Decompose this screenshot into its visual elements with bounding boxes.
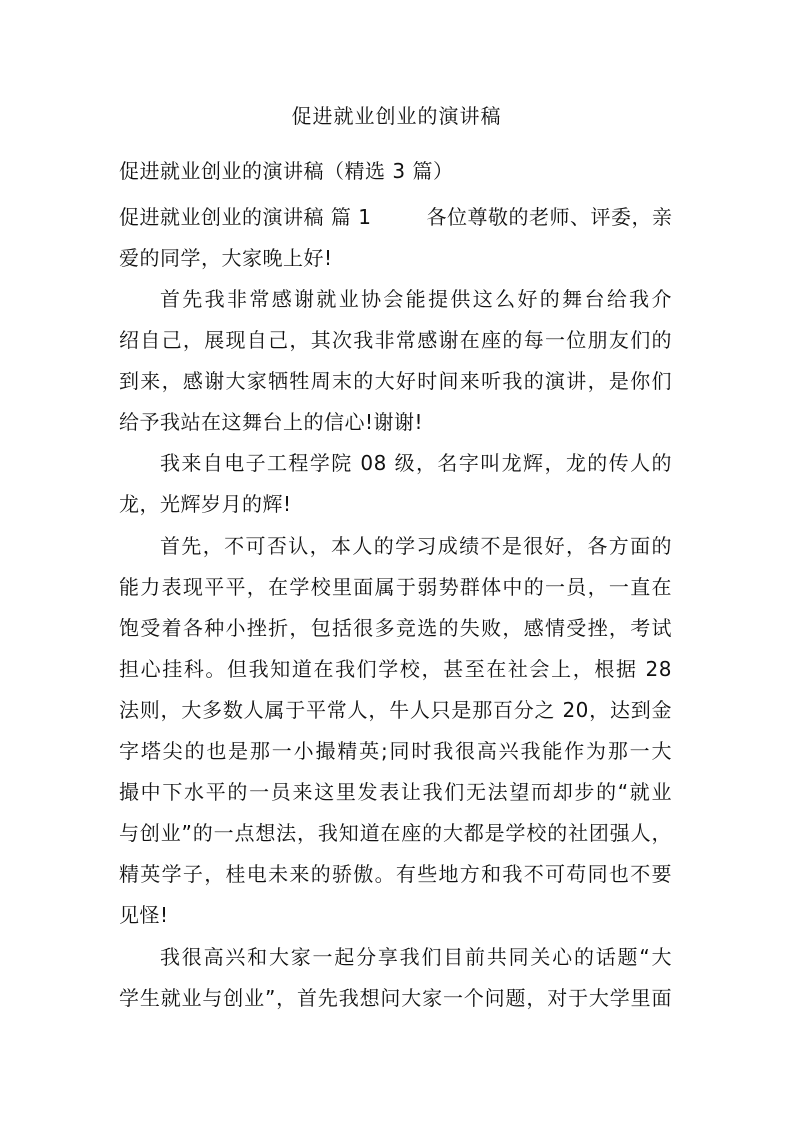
paragraph-line-20: 学生就业与创业”，首先我想问大家一个问题，对于大学里面 [119, 986, 672, 1010]
section-heading: 促进就业创业的演讲稿 篇 1 [119, 205, 372, 229]
paragraph-line-3: 首先我非常感谢就业协会能提供这么好的舞台给我介 [160, 287, 672, 311]
paragraph-line-2: 爱的同学，大家晚上好! [119, 246, 333, 270]
document-subtitle: 促进就业创业的演讲稿（精选 3 篇） [119, 159, 454, 183]
paragraph-line-7: 我来自电子工程学院 08 级，名字叫龙辉，龙的传人的 [160, 451, 672, 475]
paragraph-line-18: 见怪! [119, 903, 169, 927]
paragraph-line-19: 我很高兴和大家一起分享我们目前共同关心的话题“大 [160, 945, 672, 969]
section-heading-line [119, 203, 672, 231]
paragraph-line-6: 给予我站在这舞台上的信心!谢谢! [119, 410, 424, 434]
paragraph-line-13: 法则，大多数人属于平常人，牛人只是那百分之 20，达到金 [119, 698, 672, 722]
paragraph-line-5: 到来，感谢大家牺牲周末的大好时间来听我的演讲，是你们 [119, 369, 672, 393]
document-title: 促进就业创业的演讲稿 [291, 104, 502, 128]
paragraph-line-10: 能力表现平平，在学校里面属于弱势群体中的一员，一直在 [119, 575, 672, 599]
paragraph-line-15: 撮中下水平的一员来这里发表让我们无法望而却步的“就业 [119, 780, 672, 804]
paragraph-line-1: 各位尊敬的老师、评委，亲 [426, 205, 673, 229]
paragraph-line-12: 担心挂科。但我知道在我们学校，甚至在社会上，根据 28 [119, 657, 672, 681]
paragraph-line-8: 龙，光辉岁月的辉! [119, 492, 292, 516]
paragraph-line-4: 绍自己，展现自己，其次我非常感谢在座的每一位朋友们的 [119, 328, 672, 352]
paragraph-line-9: 首先，不可否认，本人的学习成绩不是很好，各方面的 [160, 534, 672, 558]
paragraph-line-11: 饱受着各种小挫折，包括很多竞选的失败，感情受挫，考试 [119, 616, 672, 640]
paragraph-line-16: 与创业”的一点想法，我知道在座的大都是学校的社团强人， [119, 821, 672, 845]
paragraph-line-14: 字塔尖的也是那一小撮精英;同时我很高兴我能作为那一大 [119, 739, 672, 763]
paragraph-line-17: 精英学子，桂电未来的骄傲。有些地方和我不可苟同也不要 [119, 862, 672, 886]
